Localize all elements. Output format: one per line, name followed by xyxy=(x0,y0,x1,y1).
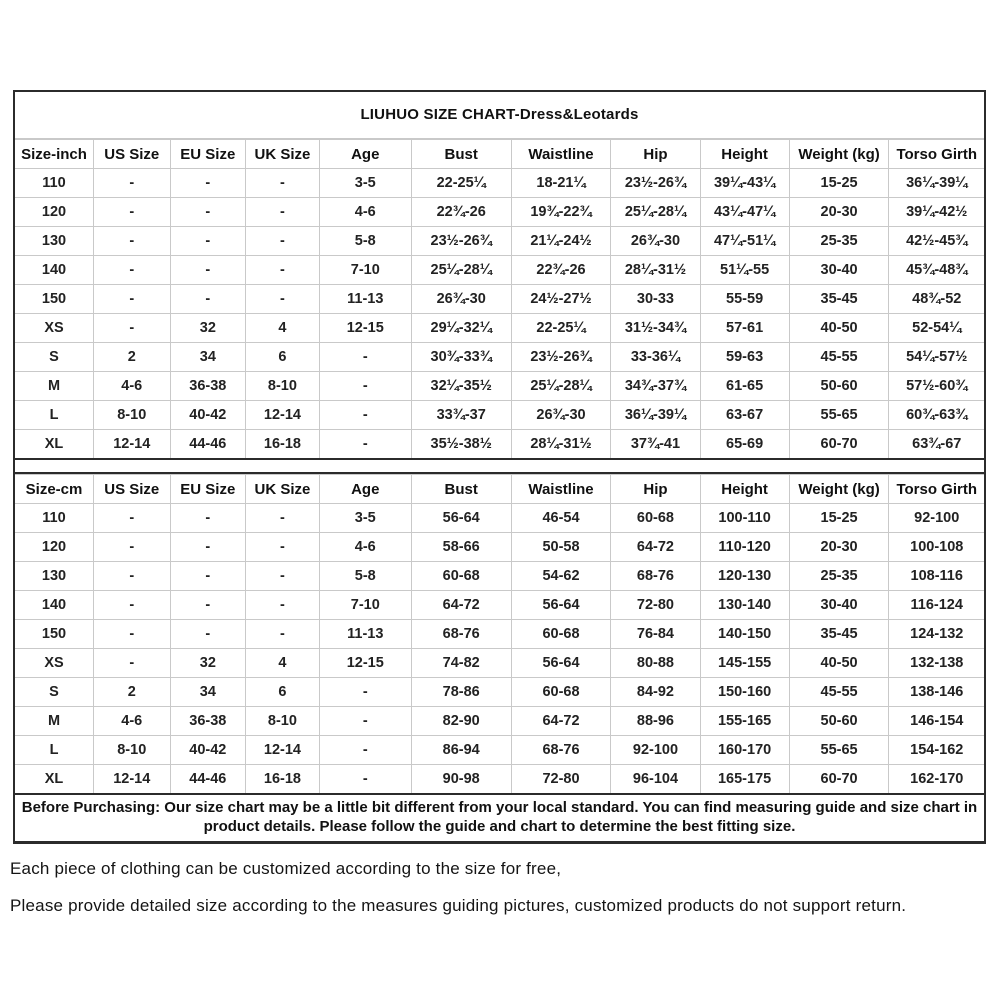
table-cell: - xyxy=(246,198,320,227)
table-cell: 57-61 xyxy=(700,314,789,343)
table-cell: 30-40 xyxy=(789,256,889,285)
table-row xyxy=(15,620,984,649)
customization-note-line2: Please provide detailed size according to the measures guiding pictures, customized products do not support return. xyxy=(10,896,907,915)
table-cell: 55-65 xyxy=(789,401,889,430)
table-cell: - xyxy=(246,227,320,256)
table-cell: 12-14 xyxy=(93,765,170,794)
table-cell: 35-45 xyxy=(789,285,889,314)
table-cell: 22¾-26 xyxy=(511,256,611,285)
table-cell: 56-64 xyxy=(511,649,611,678)
table-cell: 29¼-32¼ xyxy=(411,314,511,343)
header-cell: Torso Girth xyxy=(889,140,984,169)
table-cell: 40-50 xyxy=(789,314,889,343)
table-cell: 36-38 xyxy=(170,707,246,736)
table-cell: 45-55 xyxy=(789,678,889,707)
table-cell: 33¾-37 xyxy=(411,401,511,430)
table-cell: 140 xyxy=(15,256,93,285)
table-cell: 65-69 xyxy=(700,430,789,459)
table-cell: 74-82 xyxy=(411,649,511,678)
table-cell: - xyxy=(319,372,411,401)
table-cell: - xyxy=(246,620,320,649)
table-cell: 24½-27½ xyxy=(511,285,611,314)
table-cell: 31½-34¾ xyxy=(611,314,700,343)
table-cell: 11-13 xyxy=(319,620,411,649)
table-cell: 72-80 xyxy=(511,765,611,794)
table-cell: 165-175 xyxy=(700,765,789,794)
table-cell: 8-10 xyxy=(93,736,170,765)
table-cell: 132-138 xyxy=(889,649,984,678)
table-cell: 72-80 xyxy=(611,591,700,620)
table-row xyxy=(15,591,984,620)
table-cell: 39¼-43¼ xyxy=(700,169,789,198)
table-cell: - xyxy=(246,591,320,620)
table-cell: 64-72 xyxy=(411,591,511,620)
table-cell: 12-15 xyxy=(319,649,411,678)
table-cell: 4 xyxy=(246,314,320,343)
table-cell: 8-10 xyxy=(246,707,320,736)
table-cell: 4-6 xyxy=(93,707,170,736)
table-cell: 124-132 xyxy=(889,620,984,649)
table-cell: - xyxy=(170,620,246,649)
table-cell: 12-14 xyxy=(246,401,320,430)
table-cell: - xyxy=(93,649,170,678)
table-cell: 7-10 xyxy=(319,591,411,620)
header-cell: Weight (kg) xyxy=(789,140,889,169)
table-cell: M xyxy=(15,372,93,401)
table-cell: 5-8 xyxy=(319,562,411,591)
table-cell: 96-104 xyxy=(611,765,700,794)
table-cell: 120 xyxy=(15,198,93,227)
table-cell: - xyxy=(246,169,320,198)
table-cell: - xyxy=(246,504,320,533)
table-cell: 160-170 xyxy=(700,736,789,765)
table-cell: S xyxy=(15,343,93,372)
table-cell: 7-10 xyxy=(319,256,411,285)
header-cell: Waistline xyxy=(511,140,611,169)
table-cell: 32¼-35½ xyxy=(411,372,511,401)
size-chart-cm-table xyxy=(15,474,984,793)
table-cell: - xyxy=(170,533,246,562)
table-cell: 34¾-37¾ xyxy=(611,372,700,401)
table-cell: - xyxy=(170,256,246,285)
table-row xyxy=(15,401,984,430)
header-cell: US Size xyxy=(93,140,170,169)
table-cell: 30¾-33¾ xyxy=(411,343,511,372)
table-cell: 12-15 xyxy=(319,314,411,343)
table-cell: - xyxy=(93,285,170,314)
table-cell: 46-54 xyxy=(511,504,611,533)
table-cell: 55-59 xyxy=(700,285,789,314)
table-row xyxy=(15,285,984,314)
table-cell: 110-120 xyxy=(700,533,789,562)
header-cell: Hip xyxy=(611,140,700,169)
table-cell: 30-40 xyxy=(789,591,889,620)
table-cell: 60-68 xyxy=(611,504,700,533)
table-row xyxy=(15,707,984,736)
table-cell: 47¼-51¼ xyxy=(700,227,789,256)
table-cell: 60-68 xyxy=(511,620,611,649)
table-cell: 16-18 xyxy=(246,430,320,459)
table-cell: 130 xyxy=(15,562,93,591)
table-cell: 146-154 xyxy=(889,707,984,736)
header-cell: US Size xyxy=(93,475,170,504)
customization-note-line1: Each piece of clothing can be customized according to the size for free, xyxy=(10,859,562,878)
table-cell: 15-25 xyxy=(789,169,889,198)
table-cell: L xyxy=(15,401,93,430)
table-cell: 150-160 xyxy=(700,678,789,707)
table-row xyxy=(15,198,984,227)
table-cell: 23½-26¾ xyxy=(611,169,700,198)
table-cell: - xyxy=(170,562,246,591)
table-row xyxy=(15,430,984,459)
table-cell: 145-155 xyxy=(700,649,789,678)
table-cell: 61-65 xyxy=(700,372,789,401)
header-cell: Age xyxy=(319,475,411,504)
table-cell: - xyxy=(170,591,246,620)
table-row xyxy=(15,649,984,678)
table-cell: 59-63 xyxy=(700,343,789,372)
table-cell: 40-42 xyxy=(170,736,246,765)
header-cell: EU Size xyxy=(170,140,246,169)
table-cell: 6 xyxy=(246,343,320,372)
table-cell: 35-45 xyxy=(789,620,889,649)
table-row xyxy=(15,765,984,794)
table-cell: 45-55 xyxy=(789,343,889,372)
table-cell: 23½-26¾ xyxy=(411,227,511,256)
table-cell: - xyxy=(170,227,246,256)
table-cell: 92-100 xyxy=(611,736,700,765)
table-row xyxy=(15,256,984,285)
table-cell: 43¼-47¼ xyxy=(700,198,789,227)
header-cell: EU Size xyxy=(170,475,246,504)
table-cell: 68-76 xyxy=(611,562,700,591)
table-cell: 64-72 xyxy=(611,533,700,562)
table-cell: 116-124 xyxy=(889,591,984,620)
table-cell: - xyxy=(319,401,411,430)
table-cell: 60-70 xyxy=(789,765,889,794)
header-cell: UK Size xyxy=(246,140,320,169)
header-cell: Age xyxy=(319,140,411,169)
table-cell: 68-76 xyxy=(411,620,511,649)
table-cell: 3-5 xyxy=(319,169,411,198)
table-cell: 90-98 xyxy=(411,765,511,794)
table-cell: - xyxy=(93,562,170,591)
table-cell: M xyxy=(15,707,93,736)
table-cell: - xyxy=(93,227,170,256)
table-cell: 80-88 xyxy=(611,649,700,678)
table-cell: - xyxy=(246,562,320,591)
table-cell: 50-58 xyxy=(511,533,611,562)
header-cell: Waistline xyxy=(511,475,611,504)
table-cell: - xyxy=(170,504,246,533)
table-cell: 26¾-30 xyxy=(411,285,511,314)
table-cell: 16-18 xyxy=(246,765,320,794)
table-cell: - xyxy=(93,169,170,198)
header-cell: Torso Girth xyxy=(889,475,984,504)
table-cell: 30-33 xyxy=(611,285,700,314)
table-cell: 52-54¼ xyxy=(889,314,984,343)
table-cell: 4-6 xyxy=(319,533,411,562)
table-cell: 82-90 xyxy=(411,707,511,736)
table-cell: 40-50 xyxy=(789,649,889,678)
size-chart-inch-table xyxy=(15,139,984,458)
table-cell: 21¼-24½ xyxy=(511,227,611,256)
table-cell: - xyxy=(93,504,170,533)
table-row xyxy=(15,736,984,765)
table-cell: 140-150 xyxy=(700,620,789,649)
table-cell: 84-92 xyxy=(611,678,700,707)
table-cell: - xyxy=(319,736,411,765)
table-cell: 100-108 xyxy=(889,533,984,562)
table-cell: 26¾-30 xyxy=(611,227,700,256)
table-cell: 154-162 xyxy=(889,736,984,765)
table-cell: - xyxy=(246,256,320,285)
table-cell: 42½-45¾ xyxy=(889,227,984,256)
header-cell: Weight (kg) xyxy=(789,475,889,504)
table-cell: 19¾-22¾ xyxy=(511,198,611,227)
table-cell: 34 xyxy=(170,678,246,707)
table-cell: 12-14 xyxy=(246,736,320,765)
table-row xyxy=(15,314,984,343)
table-cell: 63-67 xyxy=(700,401,789,430)
table-cell: 150 xyxy=(15,620,93,649)
table-cell: L xyxy=(15,736,93,765)
table-cell: 20-30 xyxy=(789,533,889,562)
table-cell: 15-25 xyxy=(789,504,889,533)
table-cell: 3-5 xyxy=(319,504,411,533)
table-cell: - xyxy=(319,707,411,736)
size-chart-box xyxy=(13,90,986,844)
table-cell: 110 xyxy=(15,504,93,533)
table-row xyxy=(15,169,984,198)
table-cell: 25¼-28¼ xyxy=(511,372,611,401)
table-cell: - xyxy=(319,678,411,707)
table-cell: 88-96 xyxy=(611,707,700,736)
table-cell: 86-94 xyxy=(411,736,511,765)
table-cell: 22-25¼ xyxy=(511,314,611,343)
table-cell: 56-64 xyxy=(511,591,611,620)
table-cell: 108-116 xyxy=(889,562,984,591)
header-cell: UK Size xyxy=(246,475,320,504)
table-row xyxy=(15,343,984,372)
table-cell: 5-8 xyxy=(319,227,411,256)
table-cell: 32 xyxy=(170,649,246,678)
table-cell: 76-84 xyxy=(611,620,700,649)
table-cell: 25¼-28¼ xyxy=(611,198,700,227)
table-cell: 25-35 xyxy=(789,227,889,256)
header-row xyxy=(15,140,984,169)
table-cell: 92-100 xyxy=(889,504,984,533)
table-cell: 39¼-42½ xyxy=(889,198,984,227)
table-cell: - xyxy=(93,620,170,649)
table-cell: 130 xyxy=(15,227,93,256)
table-cell: 110 xyxy=(15,169,93,198)
table-row xyxy=(15,678,984,707)
table-cell: 4-6 xyxy=(93,372,170,401)
table-cell: 25¼-28¼ xyxy=(411,256,511,285)
table-cell: 12-14 xyxy=(93,430,170,459)
table-cell: 22¾-26 xyxy=(411,198,511,227)
table-cell: - xyxy=(246,285,320,314)
table-cell: 54-62 xyxy=(511,562,611,591)
table-cell: 63¾-67 xyxy=(889,430,984,459)
table-cell: 36¼-39¼ xyxy=(611,401,700,430)
table-cell: 68-76 xyxy=(511,736,611,765)
table-cell: - xyxy=(93,314,170,343)
table-row xyxy=(15,533,984,562)
table-cell: - xyxy=(93,256,170,285)
header-cell: Hip xyxy=(611,475,700,504)
table-cell: 78-86 xyxy=(411,678,511,707)
table-cell: 55-65 xyxy=(789,736,889,765)
header-cell: Bust xyxy=(411,140,511,169)
table-cell: 45¾-48¾ xyxy=(889,256,984,285)
table-cell: S xyxy=(15,678,93,707)
table-cell: - xyxy=(319,430,411,459)
table-cell: XL xyxy=(15,765,93,794)
table-cell: 11-13 xyxy=(319,285,411,314)
table-cell: 162-170 xyxy=(889,765,984,794)
size-chart-title: LIUHUO SIZE CHART-Dress&Leotards xyxy=(15,92,984,139)
table-cell: 50-60 xyxy=(789,372,889,401)
table-cell: 60-68 xyxy=(511,678,611,707)
table-cell: - xyxy=(93,591,170,620)
table-cell: 140 xyxy=(15,591,93,620)
table-cell: - xyxy=(319,343,411,372)
table-cell: 40-42 xyxy=(170,401,246,430)
table-cell: 6 xyxy=(246,678,320,707)
header-cell: Size-inch xyxy=(15,140,93,169)
purchase-note: Before Purchasing: Our size chart may be a little bit different from your local standard. You can find measuring guide and size chart in product details. Please follow the guide and chart to determine the best fitting size. xyxy=(15,793,984,841)
table-cell: 25-35 xyxy=(789,562,889,591)
table-row xyxy=(15,562,984,591)
header-row xyxy=(15,475,984,504)
table-cell: 120-130 xyxy=(700,562,789,591)
header-cell: Height xyxy=(700,475,789,504)
table-cell: 120 xyxy=(15,533,93,562)
table-cell: 2 xyxy=(93,343,170,372)
table-cell: 32 xyxy=(170,314,246,343)
table-cell: 35½-38½ xyxy=(411,430,511,459)
table-cell: 150 xyxy=(15,285,93,314)
table-cell: 44-46 xyxy=(170,765,246,794)
table-cell: XS xyxy=(15,314,93,343)
header-cell: Bust xyxy=(411,475,511,504)
table-cell: 28¼-31½ xyxy=(511,430,611,459)
table-row xyxy=(15,504,984,533)
table-cell: - xyxy=(319,765,411,794)
table-cell: - xyxy=(170,285,246,314)
table-cell: 20-30 xyxy=(789,198,889,227)
table-cell: 100-110 xyxy=(700,504,789,533)
table-cell: 56-64 xyxy=(411,504,511,533)
table-row xyxy=(15,372,984,401)
table-cell: 50-60 xyxy=(789,707,889,736)
table-cell: 155-165 xyxy=(700,707,789,736)
table-cell: 57½-60¾ xyxy=(889,372,984,401)
table-cell: 64-72 xyxy=(511,707,611,736)
table-cell: 2 xyxy=(93,678,170,707)
table-cell: 22-25¼ xyxy=(411,169,511,198)
header-cell: Size-cm xyxy=(15,475,93,504)
table-cell: 4-6 xyxy=(319,198,411,227)
table-cell: 4 xyxy=(246,649,320,678)
table-cell: 54¼-57½ xyxy=(889,343,984,372)
table-divider xyxy=(15,458,984,474)
table-cell: 23½-26¾ xyxy=(511,343,611,372)
table-row xyxy=(15,227,984,256)
table-cell: - xyxy=(246,533,320,562)
table-cell: 36¼-39¼ xyxy=(889,169,984,198)
header-cell: Height xyxy=(700,140,789,169)
table-cell: XL xyxy=(15,430,93,459)
table-cell: - xyxy=(93,198,170,227)
table-cell: - xyxy=(170,169,246,198)
table-cell: 44-46 xyxy=(170,430,246,459)
table-cell: 36-38 xyxy=(170,372,246,401)
table-cell: 60-70 xyxy=(789,430,889,459)
table-cell: XS xyxy=(15,649,93,678)
table-cell: 26¾-30 xyxy=(511,401,611,430)
table-cell: - xyxy=(170,198,246,227)
table-cell: 130-140 xyxy=(700,591,789,620)
table-cell: 58-66 xyxy=(411,533,511,562)
table-cell: 48¾-52 xyxy=(889,285,984,314)
table-cell: 18-21¼ xyxy=(511,169,611,198)
table-cell: 51¼-55 xyxy=(700,256,789,285)
table-cell: 138-146 xyxy=(889,678,984,707)
table-cell: 28¼-31½ xyxy=(611,256,700,285)
table-cell: 8-10 xyxy=(93,401,170,430)
table-cell: - xyxy=(93,533,170,562)
table-cell: 8-10 xyxy=(246,372,320,401)
table-cell: 60¾-63¾ xyxy=(889,401,984,430)
table-cell: 60-68 xyxy=(411,562,511,591)
table-cell: 34 xyxy=(170,343,246,372)
table-cell: 33-36¼ xyxy=(611,343,700,372)
table-cell: 37¾-41 xyxy=(611,430,700,459)
